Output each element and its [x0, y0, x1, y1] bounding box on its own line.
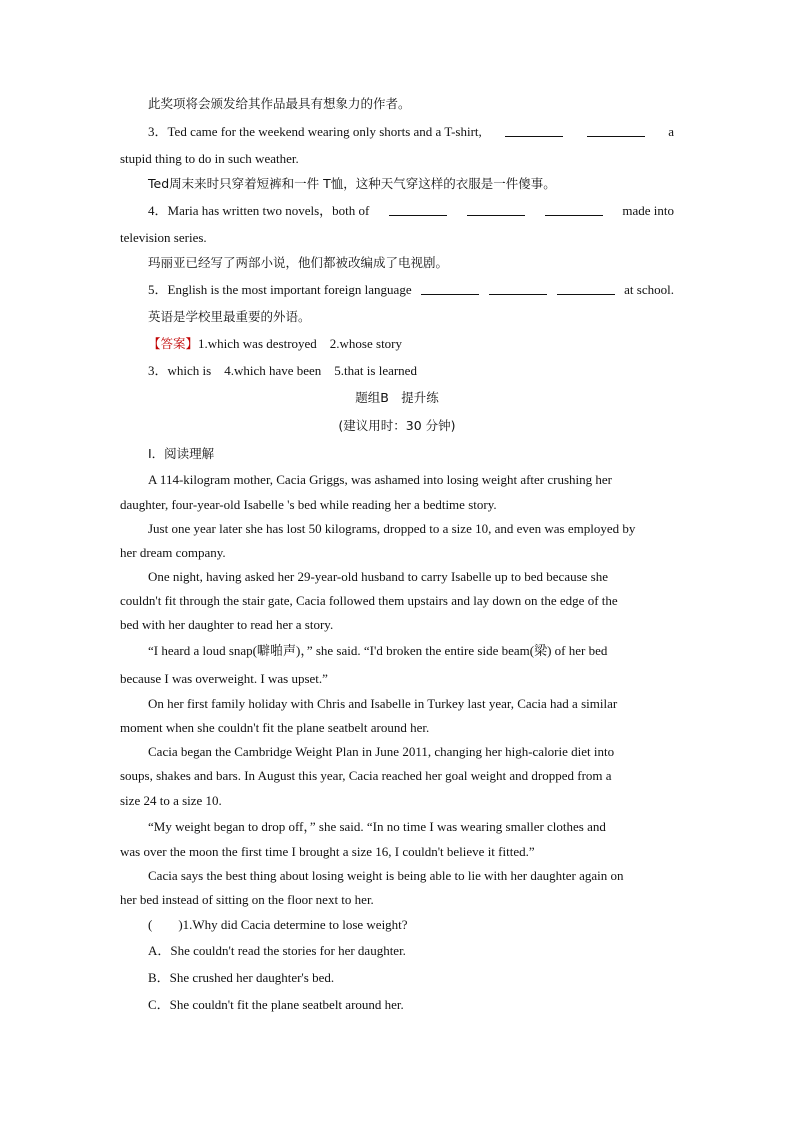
- passage-line: size 24 to a size 10.: [120, 793, 222, 808]
- passage-line: One night, having asked her 29-year-old husband to carry Isabelle up to bed because she: [148, 569, 609, 584]
- answer-blank[interactable]: [587, 124, 645, 137]
- question-1-stem: ( )1.Why did Cacia determine to lose weight?: [148, 917, 408, 932]
- answer-blank[interactable]: [545, 203, 603, 216]
- passage-line: her dream company.: [120, 545, 226, 560]
- exercise-4-continuation: television series.: [120, 230, 207, 245]
- passage-line: bed with her daughter to read her a story.: [120, 617, 334, 632]
- exercise-5-translation: 英语是学校里最重要的外语。: [148, 309, 311, 324]
- exercise-4-tail: made into: [622, 203, 674, 218]
- passage-line: Just one year later she has lost 50 kilograms, dropped to a size 10, and even was employed by: [148, 521, 636, 536]
- passage-line: soups, shakes and bars. In August this year, Cacia reached her goal weight and dropped from a: [120, 768, 612, 783]
- answer-line-1: 【答案】1.which was destroyed 2.whose story: [148, 336, 403, 351]
- exercise-5: 5．English is the most important foreign language at school.: [148, 282, 674, 297]
- passage-line: Cacia began the Cambridge Weight Plan in June 2011, changing her high-calorie diet into: [148, 744, 615, 759]
- passage-line: daughter, four-year-old Isabelle 's bed while reading her a bedtime story.: [120, 497, 497, 512]
- exercise-3-tail: a: [668, 124, 674, 139]
- answer-blank[interactable]: [421, 282, 479, 295]
- passage-line: her bed instead of sitting on the floor next to her.: [120, 892, 374, 907]
- passage-line: “I heard a loud snap(噼啪声)，” she said. “I'd broken the entire side beam(梁) of her bed: [148, 643, 608, 658]
- translation-line: 此奖项将会颁发给其作品最具有想象力的作者。: [148, 96, 411, 111]
- answer-blank[interactable]: [505, 124, 563, 137]
- section-title: 题组B 提升练: [355, 390, 439, 405]
- answer-blank[interactable]: [489, 282, 547, 295]
- passage-line: On her first family holiday with Chris and Isabelle in Turkey last year, Cacia had a similar: [148, 696, 618, 711]
- part-heading: Ⅰ．阅读理解: [148, 446, 215, 461]
- exercise-4: 4．Maria has written two novels，both of made into: [148, 203, 674, 218]
- passage-line: A 114-kilogram mother, Cacia Griggs, was ashamed into losing weight after crushing her: [148, 472, 613, 487]
- passage-line: Cacia says the best thing about losing weight is being able to lie with her daughter again on: [148, 868, 624, 883]
- answer-tag: 【答案】: [148, 336, 199, 351]
- exercise-3-text: 3．Ted came for the weekend wearing only shorts and a T-shirt,: [148, 124, 482, 139]
- section-time: (建议用时：30 分钟): [338, 418, 456, 433]
- question-1-option-c[interactable]: C．She couldn't fit the plane seatbelt around her.: [148, 997, 404, 1012]
- passage-line: “My weight began to drop off，” she said. “In no time I was wearing smaller clothes and: [148, 819, 606, 834]
- passage-line: couldn't fit through the stair gate, Cacia followed them upstairs and lay down on the edge of the: [120, 593, 618, 608]
- question-1-option-a[interactable]: A．She couldn't read the stories for her daughter.: [148, 943, 406, 958]
- passage-line: was over the moon the first time I brought a size 16, I couldn't believe it fitted.”: [120, 844, 535, 859]
- answer-blank[interactable]: [557, 282, 615, 295]
- answer-blank[interactable]: [389, 203, 447, 216]
- passage-line: moment when she couldn't fit the plane seatbelt around her.: [120, 720, 430, 735]
- answer-line-2: 3．which is 4.which have been 5.that is learned: [148, 363, 417, 378]
- exercise-3-continuation: stupid thing to do in such weather.: [120, 151, 299, 166]
- question-1-option-b[interactable]: B．She crushed her daughter's bed.: [148, 970, 335, 985]
- answer-blank[interactable]: [467, 203, 525, 216]
- passage-line: because I was overweight. I was upset.”: [120, 671, 328, 686]
- exercise-3: [148, 124, 674, 140]
- exercise-3-translation: Ted周末来时只穿着短裤和一件 T恤，这种天气穿这样的衣服是一件傻事。: [148, 176, 556, 191]
- exercise-5-tail: at school.: [624, 282, 674, 297]
- exercise-4-translation: 玛丽亚已经写了两部小说，他们都被改编成了电视剧。: [148, 255, 449, 270]
